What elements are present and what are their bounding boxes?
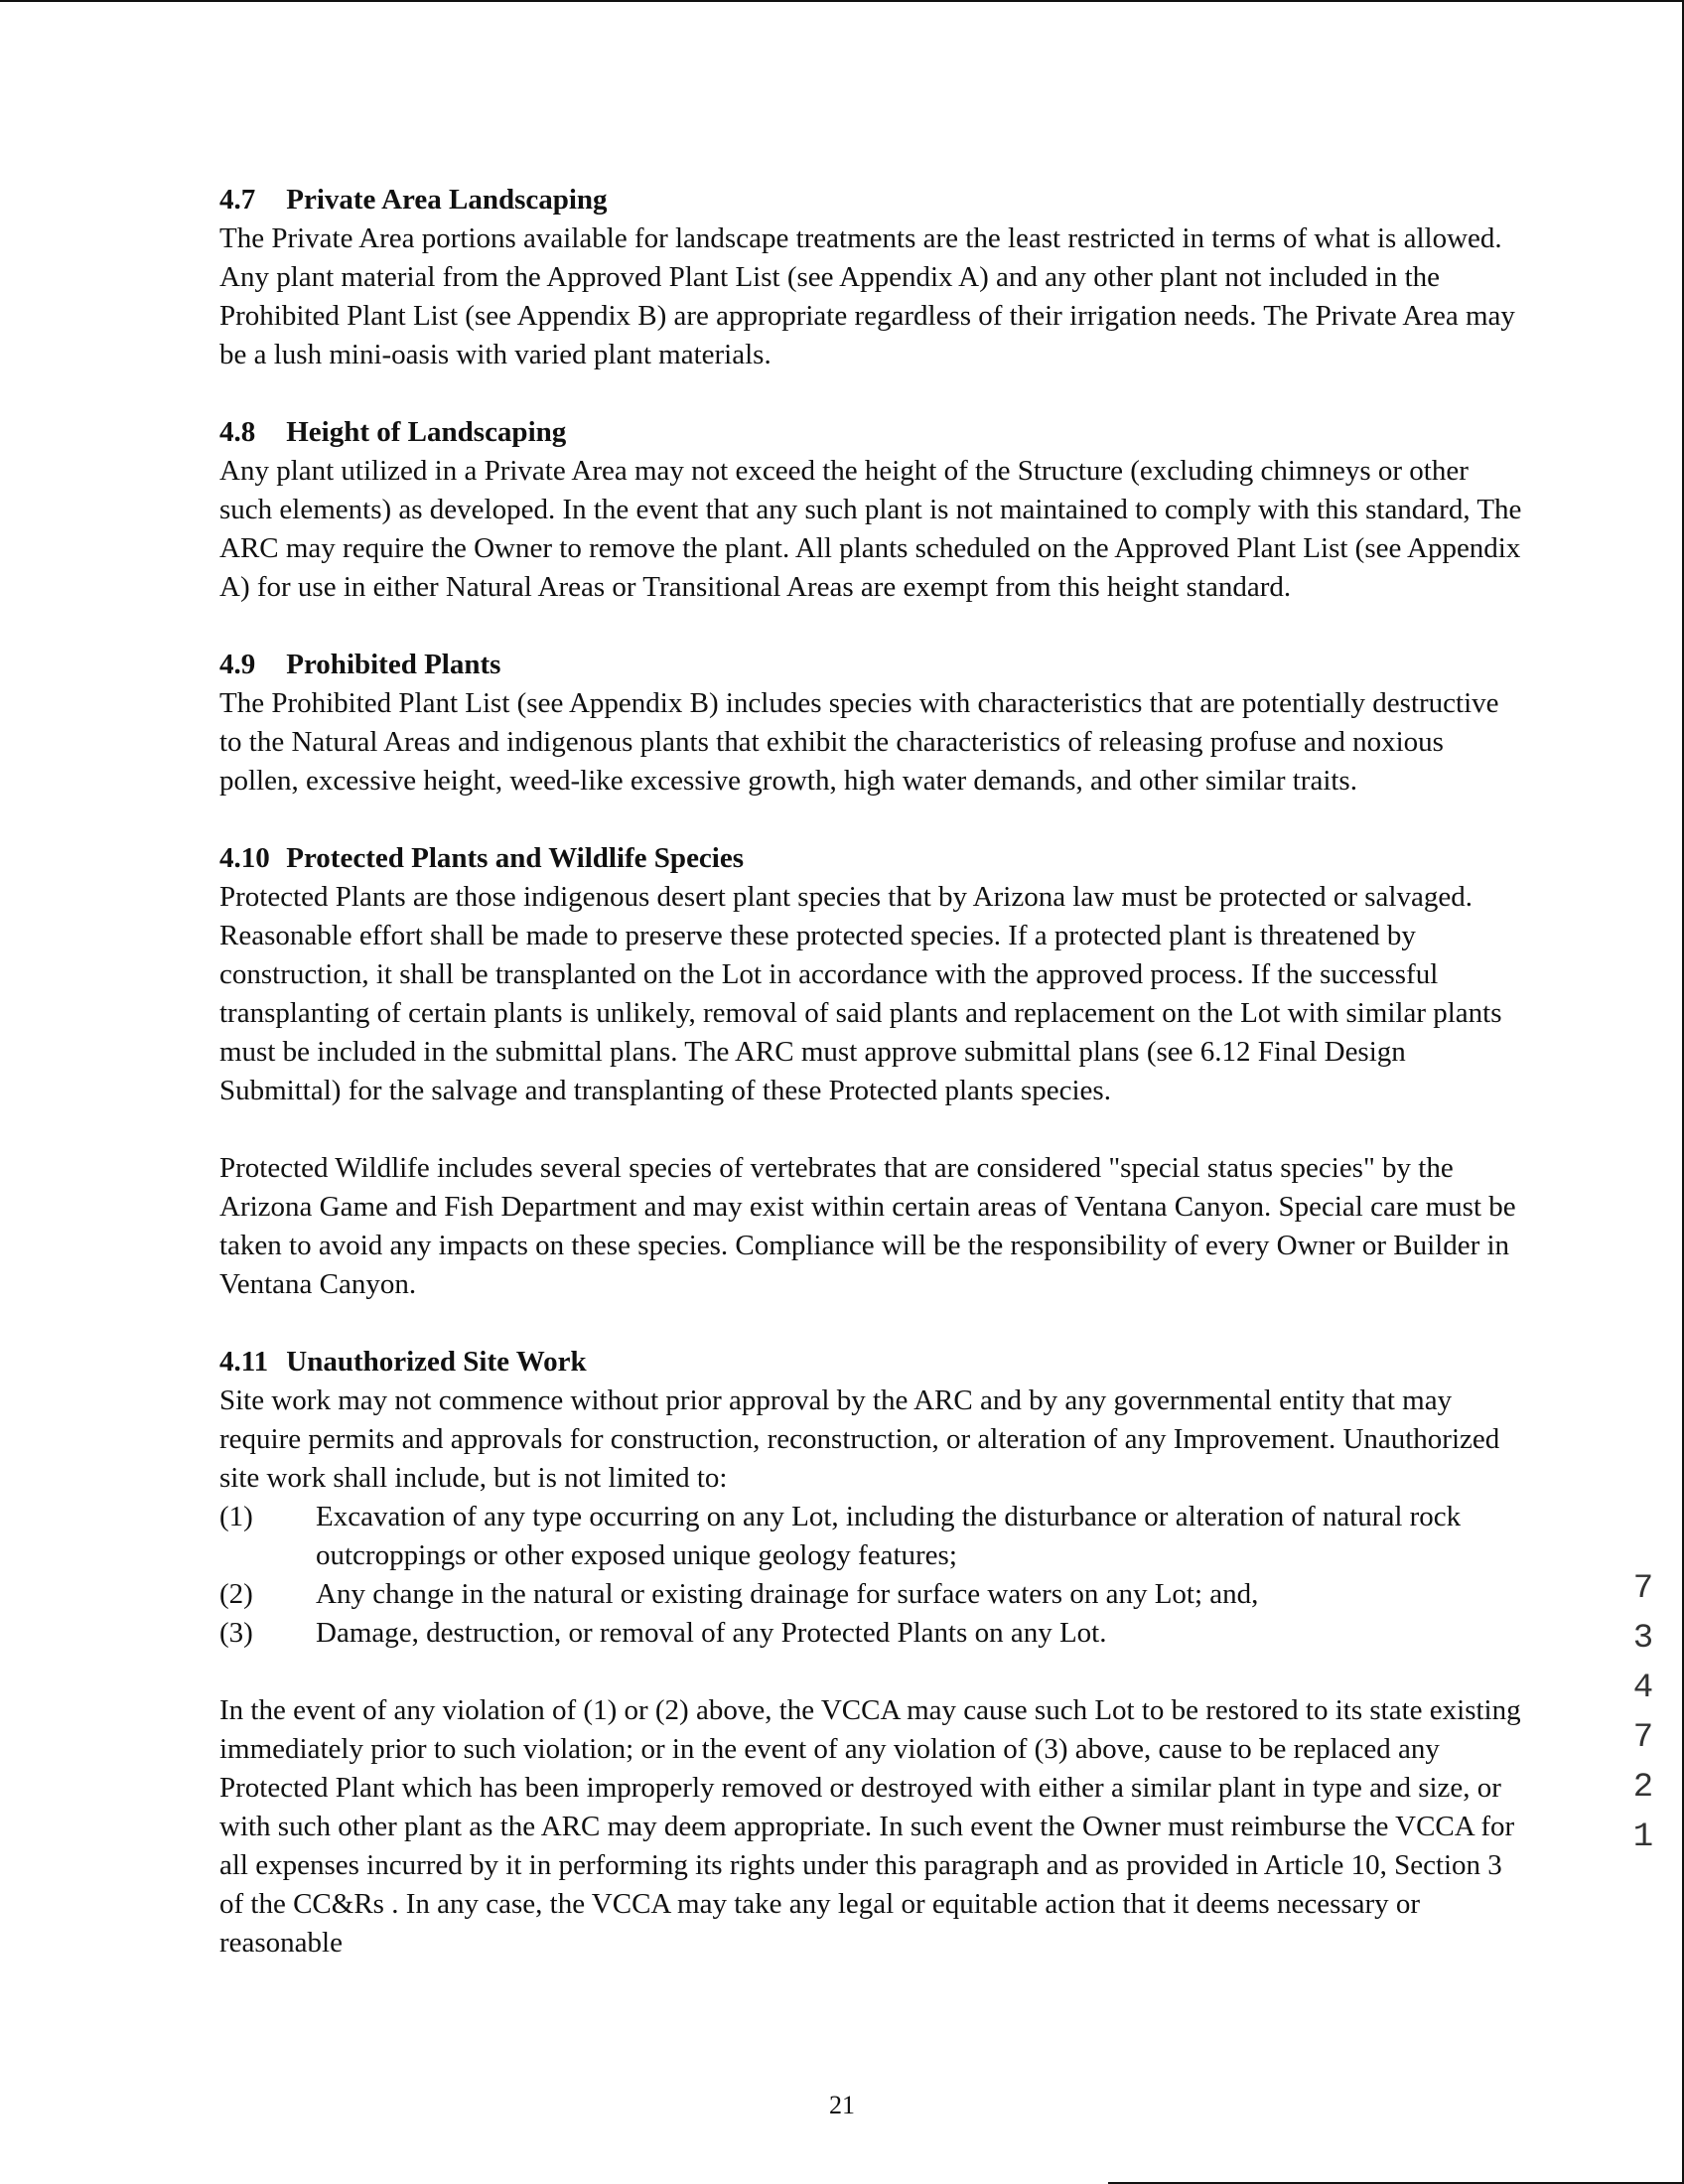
section-title: Height of Landscaping xyxy=(286,416,567,448)
page-number: 21 xyxy=(829,2091,855,2119)
list-item-text: Damage, destruction, or removal of any Protected Plants on any Lot. xyxy=(316,1617,1107,1649)
section-number: 4.8 xyxy=(219,416,256,448)
violation-list xyxy=(219,1498,1526,1653)
section-title: Protected Plants and Wildlife Species xyxy=(286,842,745,874)
scan-border-top xyxy=(0,0,1684,2)
section-4-8 xyxy=(219,413,1526,607)
section-title: Prohibited Plants xyxy=(286,649,501,680)
paragraph: Protected Plants are those indigenous desert plant species that by Arizona law must be protected or salvaged. Reasonable effort shall be made to preserve these protected species. If a protected plant is threatened by construction, it shall be transplanted on the Lot in accordance with the approved process. If the successful transplanting of certain plants is unlikely, removal of said plants and replacement on the Lot with similar plants must be included in the submittal plans. The ARC must approve submittal plans (see 6.12 Final Design Submittal) for the salvage and transplanting of these Protected plants species. xyxy=(219,881,1502,1106)
list-marker: (2) xyxy=(219,1578,253,1610)
paragraph: Site work may not commence without prior approval by the ARC and by any governmental entity that may require permits and approvals for construction, reconstruction, or alteration of any Improvement. Unauthorized site work shall include, but is not limited to: xyxy=(219,1384,1500,1494)
section-number: 4.9 xyxy=(219,649,256,680)
section-4-9 xyxy=(219,646,1526,801)
section-number: 4.7 xyxy=(219,184,256,216)
section-number: 4.11 xyxy=(219,1346,269,1378)
paragraph: In the event of any violation of (1) or (2) above, the VCCA may cause such Lot to be restored to its state existing immediately prior to such violation; or in the event of any violation of (3) above, cause to be replaced any Protected Plant which has been improperly removed or destroyed with either a similar plant in type and size, or with such other plant as the ARC may deem appropriate. In such event the Owner must reimburse the VCCA for all expenses incurred by it in performing its rights under this paragraph and as provided in Article 10, Section 3 of the CC&Rs . In any case, the VCCA may take any legal or equitable action that it deems necessary or reasonable xyxy=(219,1694,1521,1959)
paragraph: The Private Area portions available for landscape treatments are the least restricted in terms of what is allowed. Any plant material from the Approved Plant List (see Appendix A) and any other plant not included in the Prohibited Plant List (see Appendix B) are appropriate regardless of their irrigation needs. The Private Area may be a lush mini-oasis with varied plant materials. xyxy=(219,222,1515,370)
section-heading xyxy=(219,839,1526,878)
document-stamp-number: 7 3 4 7 2 1 xyxy=(1632,1570,1654,1856)
list-item xyxy=(219,1498,1526,1575)
paragraph: Protected Wildlife includes several species of vertebrates that are considered "special status species" by the Arizona Game and Fish Department and may exist within certain areas of Ventana Canyon. Special care must be taken to avoid any impacts on these species. Compliance will be the responsibility of every Owner or Builder in Ventana Canyon. xyxy=(219,1152,1516,1300)
section-4-7 xyxy=(219,181,1526,374)
section-title: Unauthorized Site Work xyxy=(286,1346,587,1378)
section-number: 4.10 xyxy=(219,842,270,874)
list-marker: (3) xyxy=(219,1617,253,1649)
section-heading xyxy=(219,413,1526,452)
paragraph: The Prohibited Plant List (see Appendix B) includes species with characteristics that are potentially destructive to the Natural Areas and indigenous plants that exhibit the characteristics of releasing profuse and noxious pollen, excessive height, weed-like excessive growth, high water demands, and other similar traits. xyxy=(219,687,1499,797)
section-4-11 xyxy=(219,1343,1526,1963)
section-heading xyxy=(219,1343,1526,1382)
section-heading xyxy=(219,646,1526,684)
list-item xyxy=(219,1575,1526,1614)
section-4-10 xyxy=(219,839,1526,1304)
list-item-text: Excavation of any type occurring on any Lot, including the disturbance or alteration of natural rock outcroppings or other exposed unique geology features; xyxy=(316,1501,1462,1571)
section-heading xyxy=(219,181,1526,219)
section-title: Private Area Landscaping xyxy=(286,184,608,216)
list-item-text: Any change in the natural or existing drainage for surface waters on any Lot; and, xyxy=(316,1578,1259,1610)
list-marker: (1) xyxy=(219,1501,253,1532)
paragraph: Any plant utilized in a Private Area may not exceed the height of the Structure (excluding chimneys or other such elements) as developed. In the event that any such plant is not maintained to comply with this standard, The ARC may require the Owner to remove the plant. All plants scheduled on the Approved Plant List (see Appendix A) for use in either Natural Areas or Transitional Areas are exempt from this height standard. xyxy=(219,455,1522,603)
list-item xyxy=(219,1614,1526,1653)
body-text xyxy=(219,181,1526,2001)
